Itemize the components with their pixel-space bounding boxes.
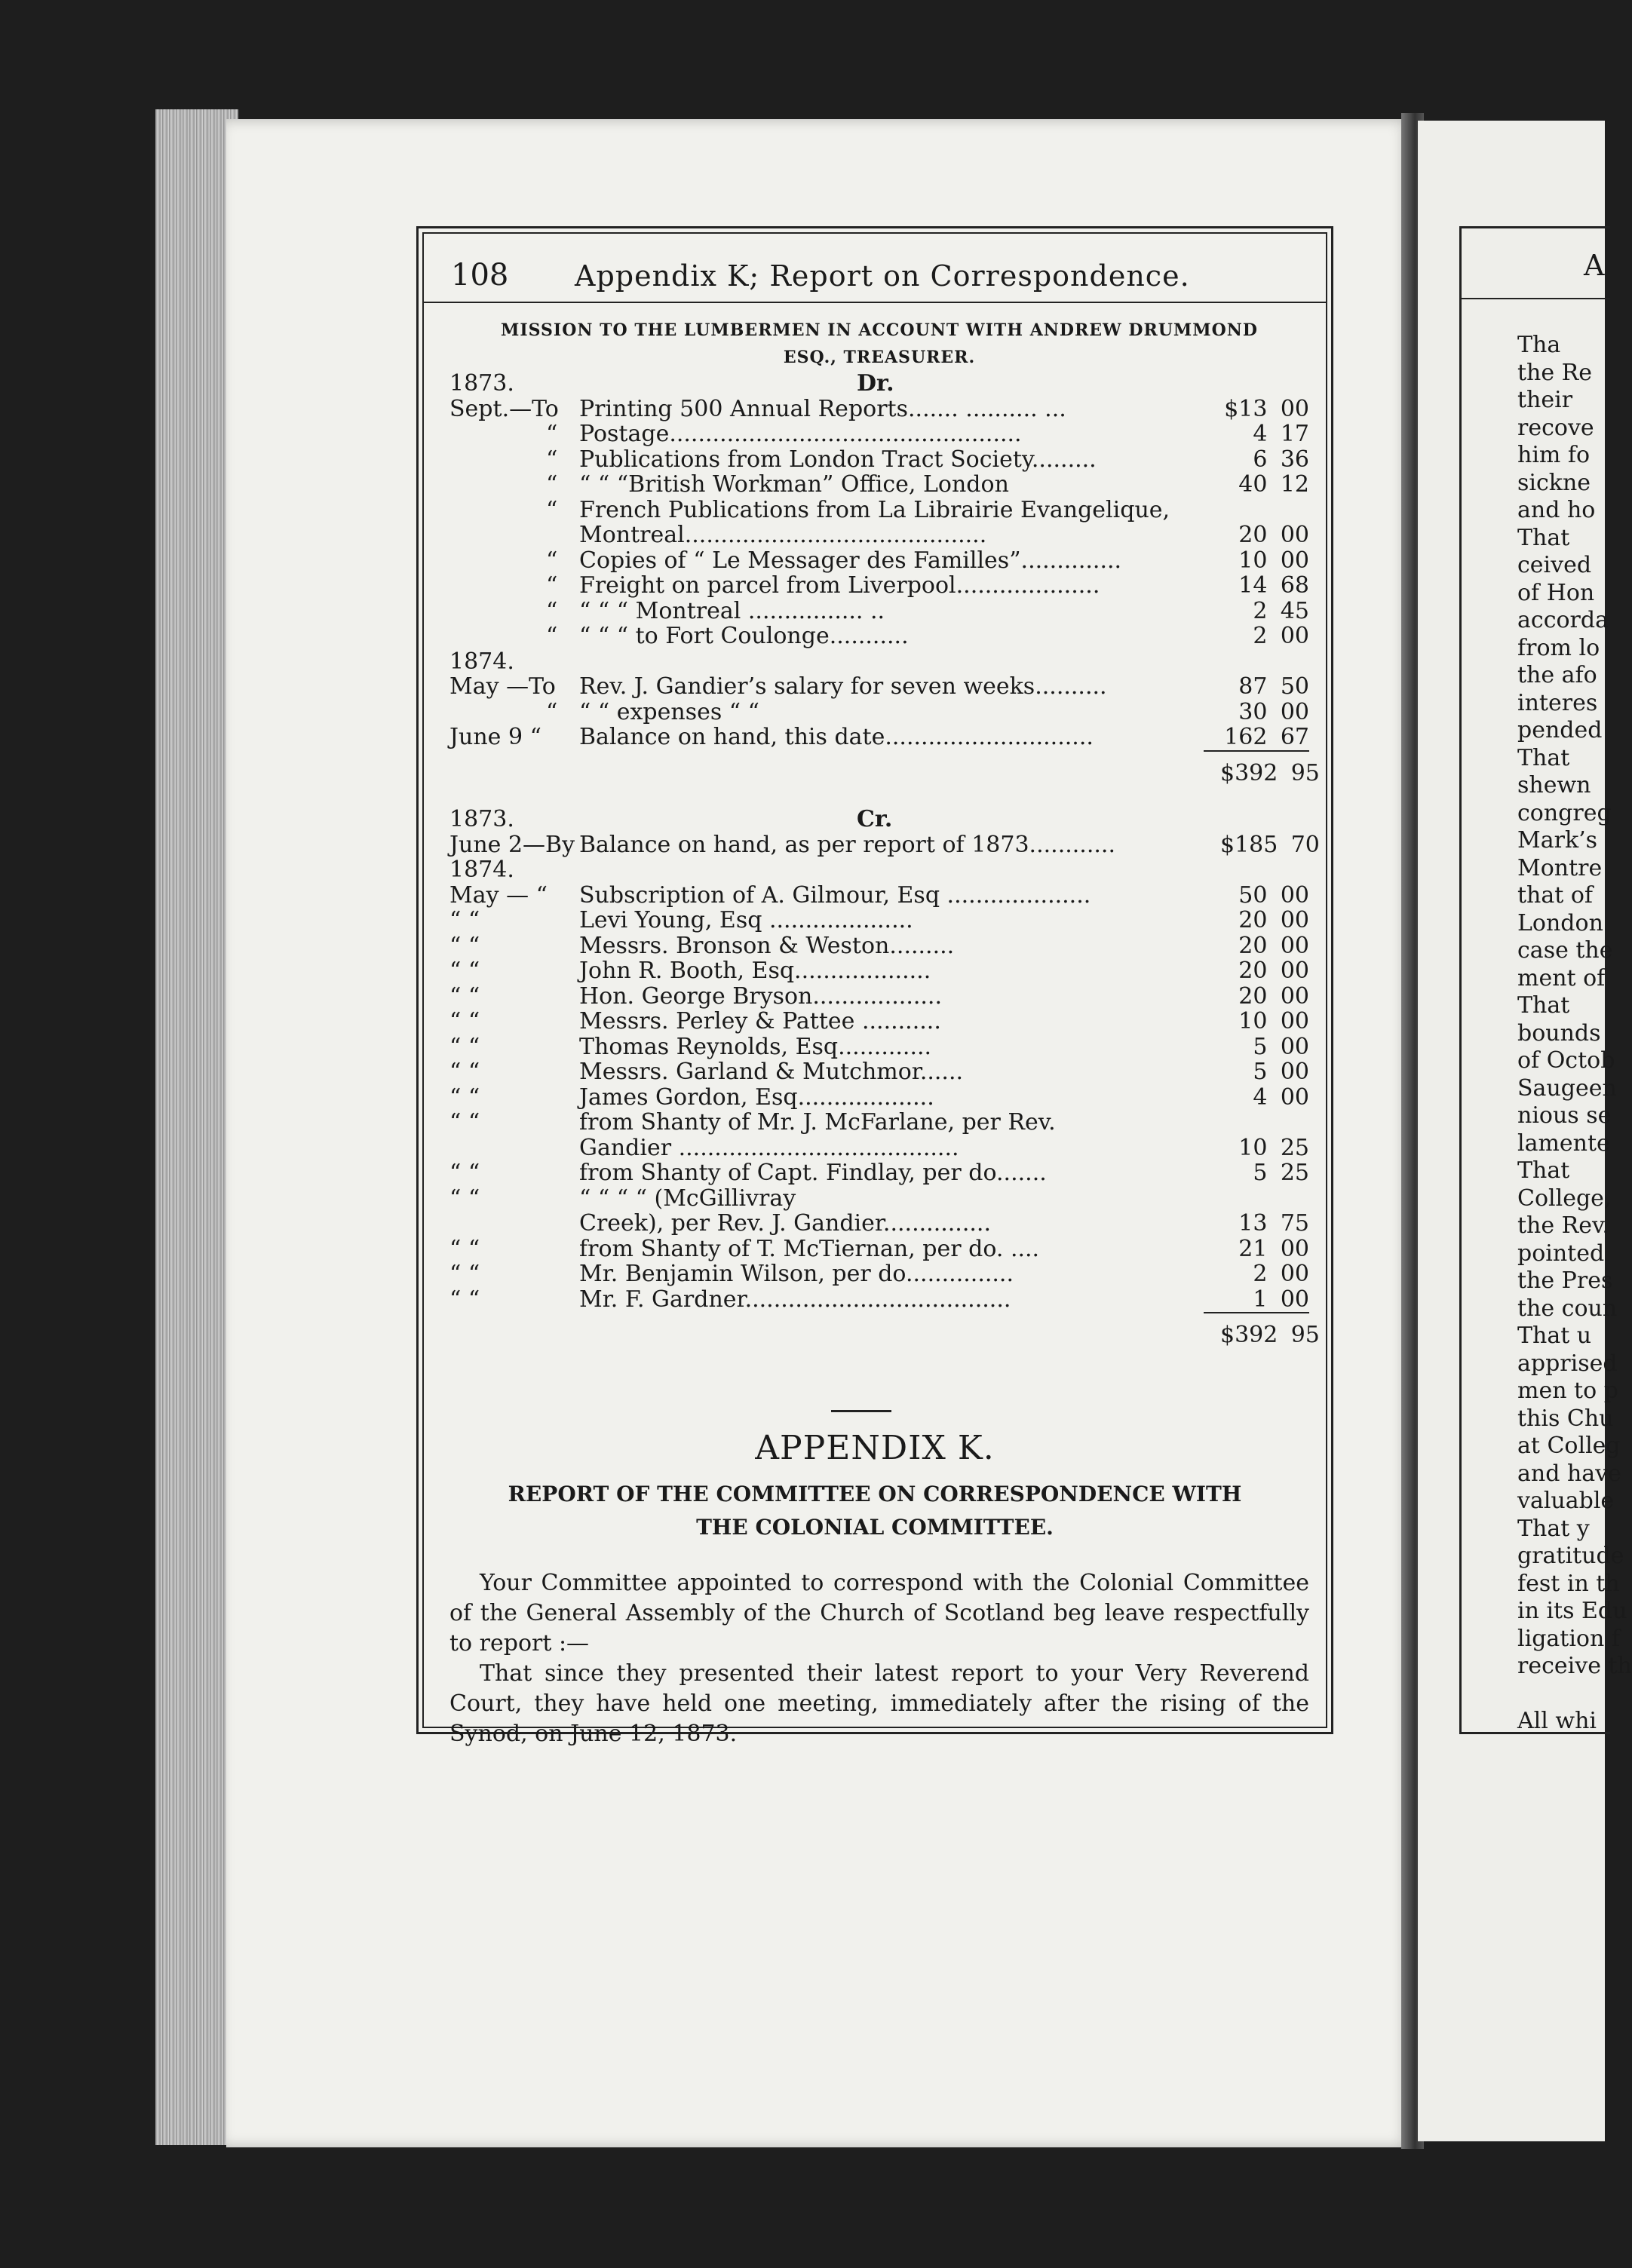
dr-heading: Dr. bbox=[857, 370, 894, 397]
dr-ditto: “ bbox=[546, 572, 558, 599]
cr-row bbox=[449, 1136, 1309, 1161]
dr-row bbox=[449, 421, 1309, 447]
cr-cents: 00 bbox=[1280, 1261, 1309, 1287]
right-page-line: interes bbox=[1517, 689, 1598, 716]
cr-cents: 00 bbox=[1280, 958, 1309, 984]
cr-cents: 70 bbox=[1290, 831, 1320, 858]
cr-row bbox=[449, 1186, 1309, 1212]
dr-row bbox=[449, 498, 1309, 523]
right-page-line: that of bbox=[1517, 882, 1594, 909]
right-page-line: That u bbox=[1517, 1322, 1592, 1349]
cr-date: “ “ bbox=[449, 1235, 480, 1262]
cr-dollars: 5 bbox=[1253, 1059, 1268, 1085]
cr-row bbox=[449, 831, 1320, 858]
right-page-line: pointed bbox=[1517, 1240, 1605, 1267]
right-page-line: him fo bbox=[1517, 442, 1591, 468]
right-page-line: shewn bbox=[1517, 772, 1591, 798]
cr-cents: 00 bbox=[1280, 1286, 1309, 1313]
dr-row bbox=[449, 700, 1309, 725]
dr-amount bbox=[1220, 498, 1309, 523]
right-page-line: College, bbox=[1517, 1185, 1612, 1212]
right-page-line: case the bbox=[1517, 937, 1613, 964]
right-page-line: the Re bbox=[1517, 359, 1593, 386]
cr-dollars: $185 bbox=[1220, 831, 1278, 858]
cr-row bbox=[449, 1110, 1309, 1136]
cr-date: “ “ bbox=[449, 1033, 480, 1060]
dr-ditto: “ bbox=[546, 496, 558, 523]
cr-dollars: 5 bbox=[1253, 1033, 1268, 1060]
cr-row bbox=[449, 1059, 1309, 1085]
dr-description: “ “ expenses “ “ bbox=[579, 698, 759, 725]
cr-description: Levi Young, Esq .................... bbox=[579, 907, 913, 933]
account-title-line-1: MISSION TO THE LUMBERMEN IN ACCOUNT WITH ANDREW DRUMMOND bbox=[500, 320, 1258, 340]
dr-row bbox=[449, 599, 1309, 624]
account-title-line-2: ESQ., TREASURER. bbox=[783, 348, 976, 367]
cr-amount bbox=[1220, 958, 1309, 984]
dr-description: Postage................................................. bbox=[579, 421, 1022, 447]
cr-cents: 00 bbox=[1280, 907, 1309, 933]
right-page-line bbox=[1517, 1681, 1632, 1709]
section-divider bbox=[831, 1410, 891, 1412]
cr-cents: 00 bbox=[1280, 1008, 1309, 1034]
cr-ledger bbox=[449, 831, 1320, 1313]
dr-row bbox=[449, 725, 1309, 750]
right-page-line: the Pres bbox=[1517, 1267, 1613, 1294]
dr-amount bbox=[1220, 649, 1309, 675]
dr-description: Montreal.......................................... bbox=[579, 522, 987, 548]
dr-amount bbox=[1220, 725, 1309, 750]
dr-dollars: 4 bbox=[1253, 421, 1268, 447]
dr-sum-rule bbox=[1204, 750, 1309, 752]
right-page-line: That bbox=[1517, 524, 1570, 551]
cr-date: “ “ bbox=[449, 1286, 480, 1313]
cr-total: $392 95 bbox=[1220, 1322, 1320, 1348]
dr-description: Publications from London Tract Society......... bbox=[579, 446, 1097, 473]
cr-year: 1873. bbox=[449, 806, 514, 832]
right-page-line: the afo bbox=[1517, 662, 1597, 688]
cr-description: Mr. Benjamin Wilson, per do............... bbox=[579, 1261, 1014, 1287]
report-paragraph-1: Your Committee appointed to correspond with the Colonial Committee of the General Assembly of the Church of Scotland beg leave respectfully to report :— bbox=[449, 1570, 1309, 1657]
cr-rule-row bbox=[449, 1312, 1309, 1322]
right-page-line: All whi bbox=[1517, 1708, 1597, 1734]
dr-cents: 00 bbox=[1280, 623, 1309, 649]
dr-heading-row bbox=[449, 371, 1309, 397]
page-frame bbox=[416, 226, 1333, 1747]
cr-row bbox=[449, 1034, 1309, 1060]
dr-ditto: “ bbox=[546, 471, 558, 498]
cr-total-row bbox=[449, 1322, 1320, 1348]
report-paragraph-2: That since they presented their latest report to your Very Reverend Court, they have held one meeting, immediately after the rising of the Synod, on June 12, 1873. bbox=[449, 1660, 1309, 1747]
cr-description: John R. Booth, Esq................... bbox=[579, 958, 931, 984]
right-page-line: Mark’s bbox=[1517, 827, 1598, 854]
dr-dollars: $13 bbox=[1224, 395, 1268, 422]
cr-row bbox=[449, 984, 1309, 1010]
right-page-line: Montre bbox=[1517, 854, 1603, 881]
dr-amount bbox=[1220, 573, 1309, 599]
cr-date: “ “ bbox=[449, 1160, 480, 1186]
cr-row bbox=[449, 857, 1309, 883]
dr-row bbox=[449, 523, 1309, 548]
cr-amount bbox=[1220, 1085, 1309, 1111]
right-page-line: gratitude bbox=[1517, 1543, 1624, 1569]
cr-dollars: 20 bbox=[1238, 958, 1268, 984]
dr-dollars: 162 bbox=[1224, 724, 1268, 750]
right-page-line: fest in th bbox=[1517, 1570, 1620, 1597]
cr-date: “ “ bbox=[449, 932, 480, 959]
dr-amount bbox=[1220, 397, 1309, 422]
dr-amount bbox=[1220, 700, 1309, 725]
right-page-line: sickne bbox=[1517, 469, 1591, 496]
right-page-line: receive th bbox=[1517, 1653, 1632, 1679]
right-page-line: congreg bbox=[1517, 799, 1612, 826]
right-page-line: recove bbox=[1517, 414, 1594, 441]
cr-description: James Gordon, Esq................... bbox=[579, 1083, 934, 1111]
cr-dollars: 13 bbox=[1238, 1210, 1268, 1237]
cr-description: Messrs. Bronson & Weston......... bbox=[579, 932, 955, 959]
dr-row bbox=[449, 674, 1309, 700]
dr-cents: 00 bbox=[1280, 522, 1309, 548]
cr-cents: 00 bbox=[1280, 982, 1309, 1010]
right-page-line: accorda bbox=[1517, 607, 1609, 633]
report-heading-line-1: REPORT OF THE COMMITTEE ON CORRESPONDENCE WITH bbox=[508, 1482, 1242, 1506]
right-page-line: nious se bbox=[1517, 1102, 1612, 1129]
cr-description: Mr. F. Gardner..................................... bbox=[579, 1286, 1011, 1313]
cr-amount bbox=[1220, 1211, 1309, 1237]
cr-row bbox=[449, 933, 1309, 959]
cr-cents: 00 bbox=[1280, 932, 1309, 959]
dr-row bbox=[449, 472, 1309, 498]
cr-date: “ “ bbox=[449, 1059, 480, 1085]
cr-description: Subscription of A. Gilmour, Esq .................... bbox=[579, 881, 1091, 909]
cr-date: “ “ bbox=[449, 1083, 480, 1111]
right-page-line: and have bbox=[1517, 1460, 1621, 1487]
cr-cents: 75 bbox=[1280, 1210, 1309, 1237]
right-page-line: of Octob bbox=[1517, 1047, 1615, 1074]
cr-description: Hon. George Bryson.................. bbox=[579, 982, 942, 1010]
cr-date: May — “ bbox=[449, 881, 548, 909]
cr-date: 1874. bbox=[449, 857, 514, 883]
dr-ditto: “ bbox=[546, 547, 558, 574]
dr-description: Balance on hand, this date............................. bbox=[579, 724, 1094, 750]
cr-amount bbox=[1220, 1059, 1309, 1085]
cr-dollars: 2 bbox=[1253, 1261, 1268, 1287]
dr-amount bbox=[1220, 447, 1309, 473]
cr-date: “ “ bbox=[449, 1008, 480, 1034]
cr-row bbox=[449, 1160, 1309, 1186]
dr-date: May —To bbox=[449, 673, 556, 700]
dr-dollars: 40 bbox=[1238, 471, 1268, 498]
cr-amount bbox=[1220, 1009, 1309, 1034]
right-page-line: in its Edu bbox=[1517, 1598, 1627, 1624]
dr-description: Freight on parcel from Liverpool.................... bbox=[579, 572, 1100, 599]
right-page-line: ceived bbox=[1517, 552, 1592, 578]
dr-cents: 67 bbox=[1280, 724, 1309, 750]
dr-dollars: 6 bbox=[1253, 446, 1268, 473]
dr-dollars: 30 bbox=[1238, 698, 1268, 725]
dr-cents: 36 bbox=[1280, 446, 1309, 473]
right-running-head: A bbox=[1584, 249, 1605, 282]
right-page-line: this Chu bbox=[1517, 1405, 1614, 1432]
dr-ditto: “ bbox=[546, 421, 558, 447]
dr-cents: 00 bbox=[1280, 395, 1309, 422]
dr-row bbox=[449, 624, 1309, 649]
cr-cents: 00 bbox=[1280, 1059, 1309, 1085]
running-head: Appendix K; Report on Correspondence. bbox=[575, 259, 1190, 293]
cr-cents: 00 bbox=[1280, 1235, 1309, 1262]
cr-cents: 00 bbox=[1280, 881, 1309, 909]
cr-row bbox=[449, 1085, 1309, 1111]
cr-row bbox=[449, 958, 1309, 984]
cr-amount bbox=[1220, 1237, 1309, 1262]
right-page-line: of Hon bbox=[1517, 579, 1595, 606]
dr-row bbox=[449, 548, 1309, 574]
dr-cents: 00 bbox=[1280, 547, 1309, 574]
cr-dollars: 10 bbox=[1238, 1134, 1268, 1161]
cr-amount bbox=[1220, 1160, 1309, 1186]
cr-row bbox=[449, 1237, 1309, 1262]
cr-description: from Shanty of T. McTiernan, per do. .... bbox=[579, 1235, 1040, 1262]
dr-row bbox=[449, 447, 1309, 473]
cr-cents: 00 bbox=[1280, 1083, 1309, 1111]
right-page-line: men to p bbox=[1517, 1378, 1618, 1404]
report-heading-line-2: THE COLONIAL COMMITTEE. bbox=[696, 1515, 1054, 1540]
right-page-line: at Colleg bbox=[1517, 1433, 1621, 1459]
dr-cents: 12 bbox=[1280, 471, 1309, 498]
right-page-line: and ho bbox=[1517, 497, 1596, 523]
cr-amount bbox=[1220, 1034, 1309, 1060]
right-header-rule bbox=[1462, 298, 1610, 299]
cr-dollars: 50 bbox=[1238, 881, 1268, 909]
dr-description: French Publications from La Librairie Evangelique, bbox=[579, 496, 1170, 523]
dr-dollars: 2 bbox=[1253, 623, 1268, 649]
cr-amount bbox=[1220, 1110, 1309, 1136]
dr-year: 1873. bbox=[449, 370, 514, 397]
cr-cents: 25 bbox=[1280, 1134, 1309, 1161]
dr-total: $392 95 bbox=[1220, 759, 1320, 786]
dr-ditto: “ bbox=[546, 446, 558, 473]
right-page-line: lamente bbox=[1517, 1129, 1610, 1157]
cr-description: Messrs. Garland & Mutchmor...... bbox=[579, 1059, 964, 1085]
dr-cents: 68 bbox=[1280, 572, 1309, 599]
dr-amount bbox=[1220, 523, 1309, 548]
cr-dollars: 20 bbox=[1238, 982, 1268, 1010]
dr-cents: 45 bbox=[1280, 597, 1309, 624]
dr-cents: 17 bbox=[1280, 421, 1309, 447]
dr-cents: 00 bbox=[1280, 698, 1309, 725]
cr-row bbox=[449, 883, 1309, 909]
cr-description: from Shanty of Mr. J. McFarlane, per Rev. bbox=[579, 1109, 1056, 1136]
dr-amount bbox=[1220, 421, 1309, 447]
cr-date: “ “ bbox=[449, 982, 480, 1010]
right-page-text bbox=[1517, 332, 1632, 1736]
cr-description: Thomas Reynolds, Esq............. bbox=[579, 1033, 932, 1060]
cr-amount bbox=[1220, 857, 1309, 883]
dr-amount bbox=[1220, 674, 1309, 700]
right-page-line: the coun bbox=[1517, 1295, 1618, 1322]
dr-description: “ “ “ Montreal ................ .. bbox=[579, 597, 885, 624]
dr-row bbox=[449, 573, 1309, 599]
dr-dollars: 87 bbox=[1238, 673, 1268, 700]
dr-row bbox=[449, 397, 1309, 422]
cr-dollars: 5 bbox=[1253, 1160, 1268, 1186]
page-number: 108 bbox=[451, 258, 509, 293]
right-page-line: That bbox=[1517, 992, 1570, 1019]
dr-ditto: “ bbox=[546, 623, 558, 649]
cr-row bbox=[449, 1211, 1309, 1237]
right-page-line: That y bbox=[1517, 1515, 1590, 1542]
dr-amount bbox=[1220, 624, 1309, 649]
cr-date: “ “ bbox=[449, 1261, 480, 1287]
right-page-line: ment of bbox=[1517, 964, 1606, 991]
cr-description: Gandier ....................................... bbox=[579, 1134, 959, 1161]
dr-dollars: 2 bbox=[1253, 597, 1268, 624]
cr-row bbox=[449, 1287, 1309, 1313]
cr-sum-rule bbox=[1204, 1312, 1309, 1313]
dr-description: “ “ “British Workman” Office, London bbox=[579, 471, 1009, 498]
right-page-line: That bbox=[1517, 1157, 1570, 1184]
cr-row bbox=[449, 1261, 1309, 1287]
cr-amount bbox=[1220, 933, 1309, 959]
cr-description: Balance on hand, as per report of 1873............ bbox=[579, 831, 1115, 858]
cr-cents: 25 bbox=[1280, 1160, 1309, 1186]
right-page-line: That bbox=[1517, 744, 1570, 771]
right-page-line: valuable bbox=[1517, 1488, 1615, 1514]
page-frame-inner bbox=[422, 232, 1327, 1747]
cr-description: Messrs. Perley & Pattee ........... bbox=[579, 1008, 941, 1034]
cr-dollars: 10 bbox=[1238, 1008, 1268, 1034]
cr-description: Creek), per Rev. J. Gandier............... bbox=[579, 1210, 991, 1237]
cr-date: “ “ bbox=[449, 1185, 480, 1212]
right-page-line: the Rev. bbox=[1517, 1212, 1609, 1239]
dr-row bbox=[449, 649, 1309, 675]
cr-date: “ “ bbox=[449, 958, 480, 984]
dr-total-row bbox=[449, 759, 1320, 786]
dr-date: June 9 “ bbox=[449, 724, 541, 750]
cr-row bbox=[449, 908, 1309, 933]
running-header bbox=[424, 234, 1326, 303]
cr-date: June 2—By bbox=[449, 831, 575, 858]
cr-amount bbox=[1220, 1186, 1309, 1212]
dr-ditto: “ bbox=[546, 698, 558, 725]
cr-date: “ “ bbox=[449, 907, 480, 933]
right-page-line: ligation f bbox=[1517, 1625, 1620, 1652]
cr-amount bbox=[1220, 1261, 1309, 1287]
dr-description: Rev. J. Gandier’s salary for seven weeks.......... bbox=[579, 673, 1107, 700]
cr-description: from Shanty of Capt. Findlay, per do....... bbox=[579, 1160, 1047, 1186]
cr-dollars: 21 bbox=[1238, 1235, 1268, 1262]
cr-cents: 00 bbox=[1280, 1033, 1309, 1060]
appendix-title: APPENDIX K. bbox=[755, 1429, 995, 1467]
dr-dollars: 20 bbox=[1238, 522, 1268, 548]
cr-dollars: 20 bbox=[1238, 907, 1268, 933]
right-page-line: London bbox=[1517, 909, 1603, 936]
right-page-line: bounds bbox=[1517, 1019, 1601, 1047]
cr-amount bbox=[1220, 908, 1309, 933]
dr-dollars: 10 bbox=[1238, 547, 1268, 574]
cr-amount bbox=[1220, 883, 1309, 909]
dr-rule-row bbox=[449, 750, 1309, 761]
dr-cents: 50 bbox=[1280, 673, 1309, 700]
dr-amount bbox=[1220, 472, 1309, 498]
right-page-line: their bbox=[1517, 387, 1573, 413]
dr-description: “ “ “ to Fort Coulonge........... bbox=[579, 623, 909, 649]
dr-amount bbox=[1220, 599, 1309, 624]
dr-ledger bbox=[449, 397, 1309, 750]
dr-amount bbox=[1220, 548, 1309, 574]
cr-dollars: 4 bbox=[1253, 1083, 1268, 1111]
cr-heading-row bbox=[449, 807, 1309, 832]
cr-row bbox=[449, 1009, 1309, 1034]
dr-dollars: 14 bbox=[1238, 572, 1268, 599]
dr-date: Sept.—To bbox=[449, 395, 559, 422]
right-page-line: from lo bbox=[1517, 634, 1600, 661]
cr-dollars: 20 bbox=[1238, 932, 1268, 959]
cr-amount bbox=[1220, 831, 1320, 858]
dr-description: Printing 500 Annual Reports....... .......... ... bbox=[579, 395, 1066, 422]
dr-date: 1874. bbox=[449, 648, 514, 675]
spacer bbox=[449, 786, 1309, 807]
account-section bbox=[449, 317, 1320, 1348]
cr-heading: Cr. bbox=[857, 806, 893, 832]
right-page-line: Tha bbox=[1517, 332, 1561, 358]
cr-amount bbox=[1220, 1287, 1309, 1313]
dr-description: Copies of “ Le Messager des Familles”.............. bbox=[579, 547, 1122, 574]
dr-ditto: “ bbox=[546, 597, 558, 624]
cr-dollars: 1 bbox=[1253, 1286, 1268, 1313]
right-page-line: Saugeen bbox=[1517, 1074, 1617, 1102]
cr-date: “ “ bbox=[449, 1109, 480, 1136]
right-page-line: pended bbox=[1517, 717, 1603, 743]
right-page-line: apprised bbox=[1517, 1350, 1618, 1377]
cr-description: “ “ “ “ (McGillivray bbox=[579, 1185, 796, 1212]
cr-amount bbox=[1220, 1136, 1309, 1161]
cr-amount bbox=[1220, 984, 1309, 1010]
